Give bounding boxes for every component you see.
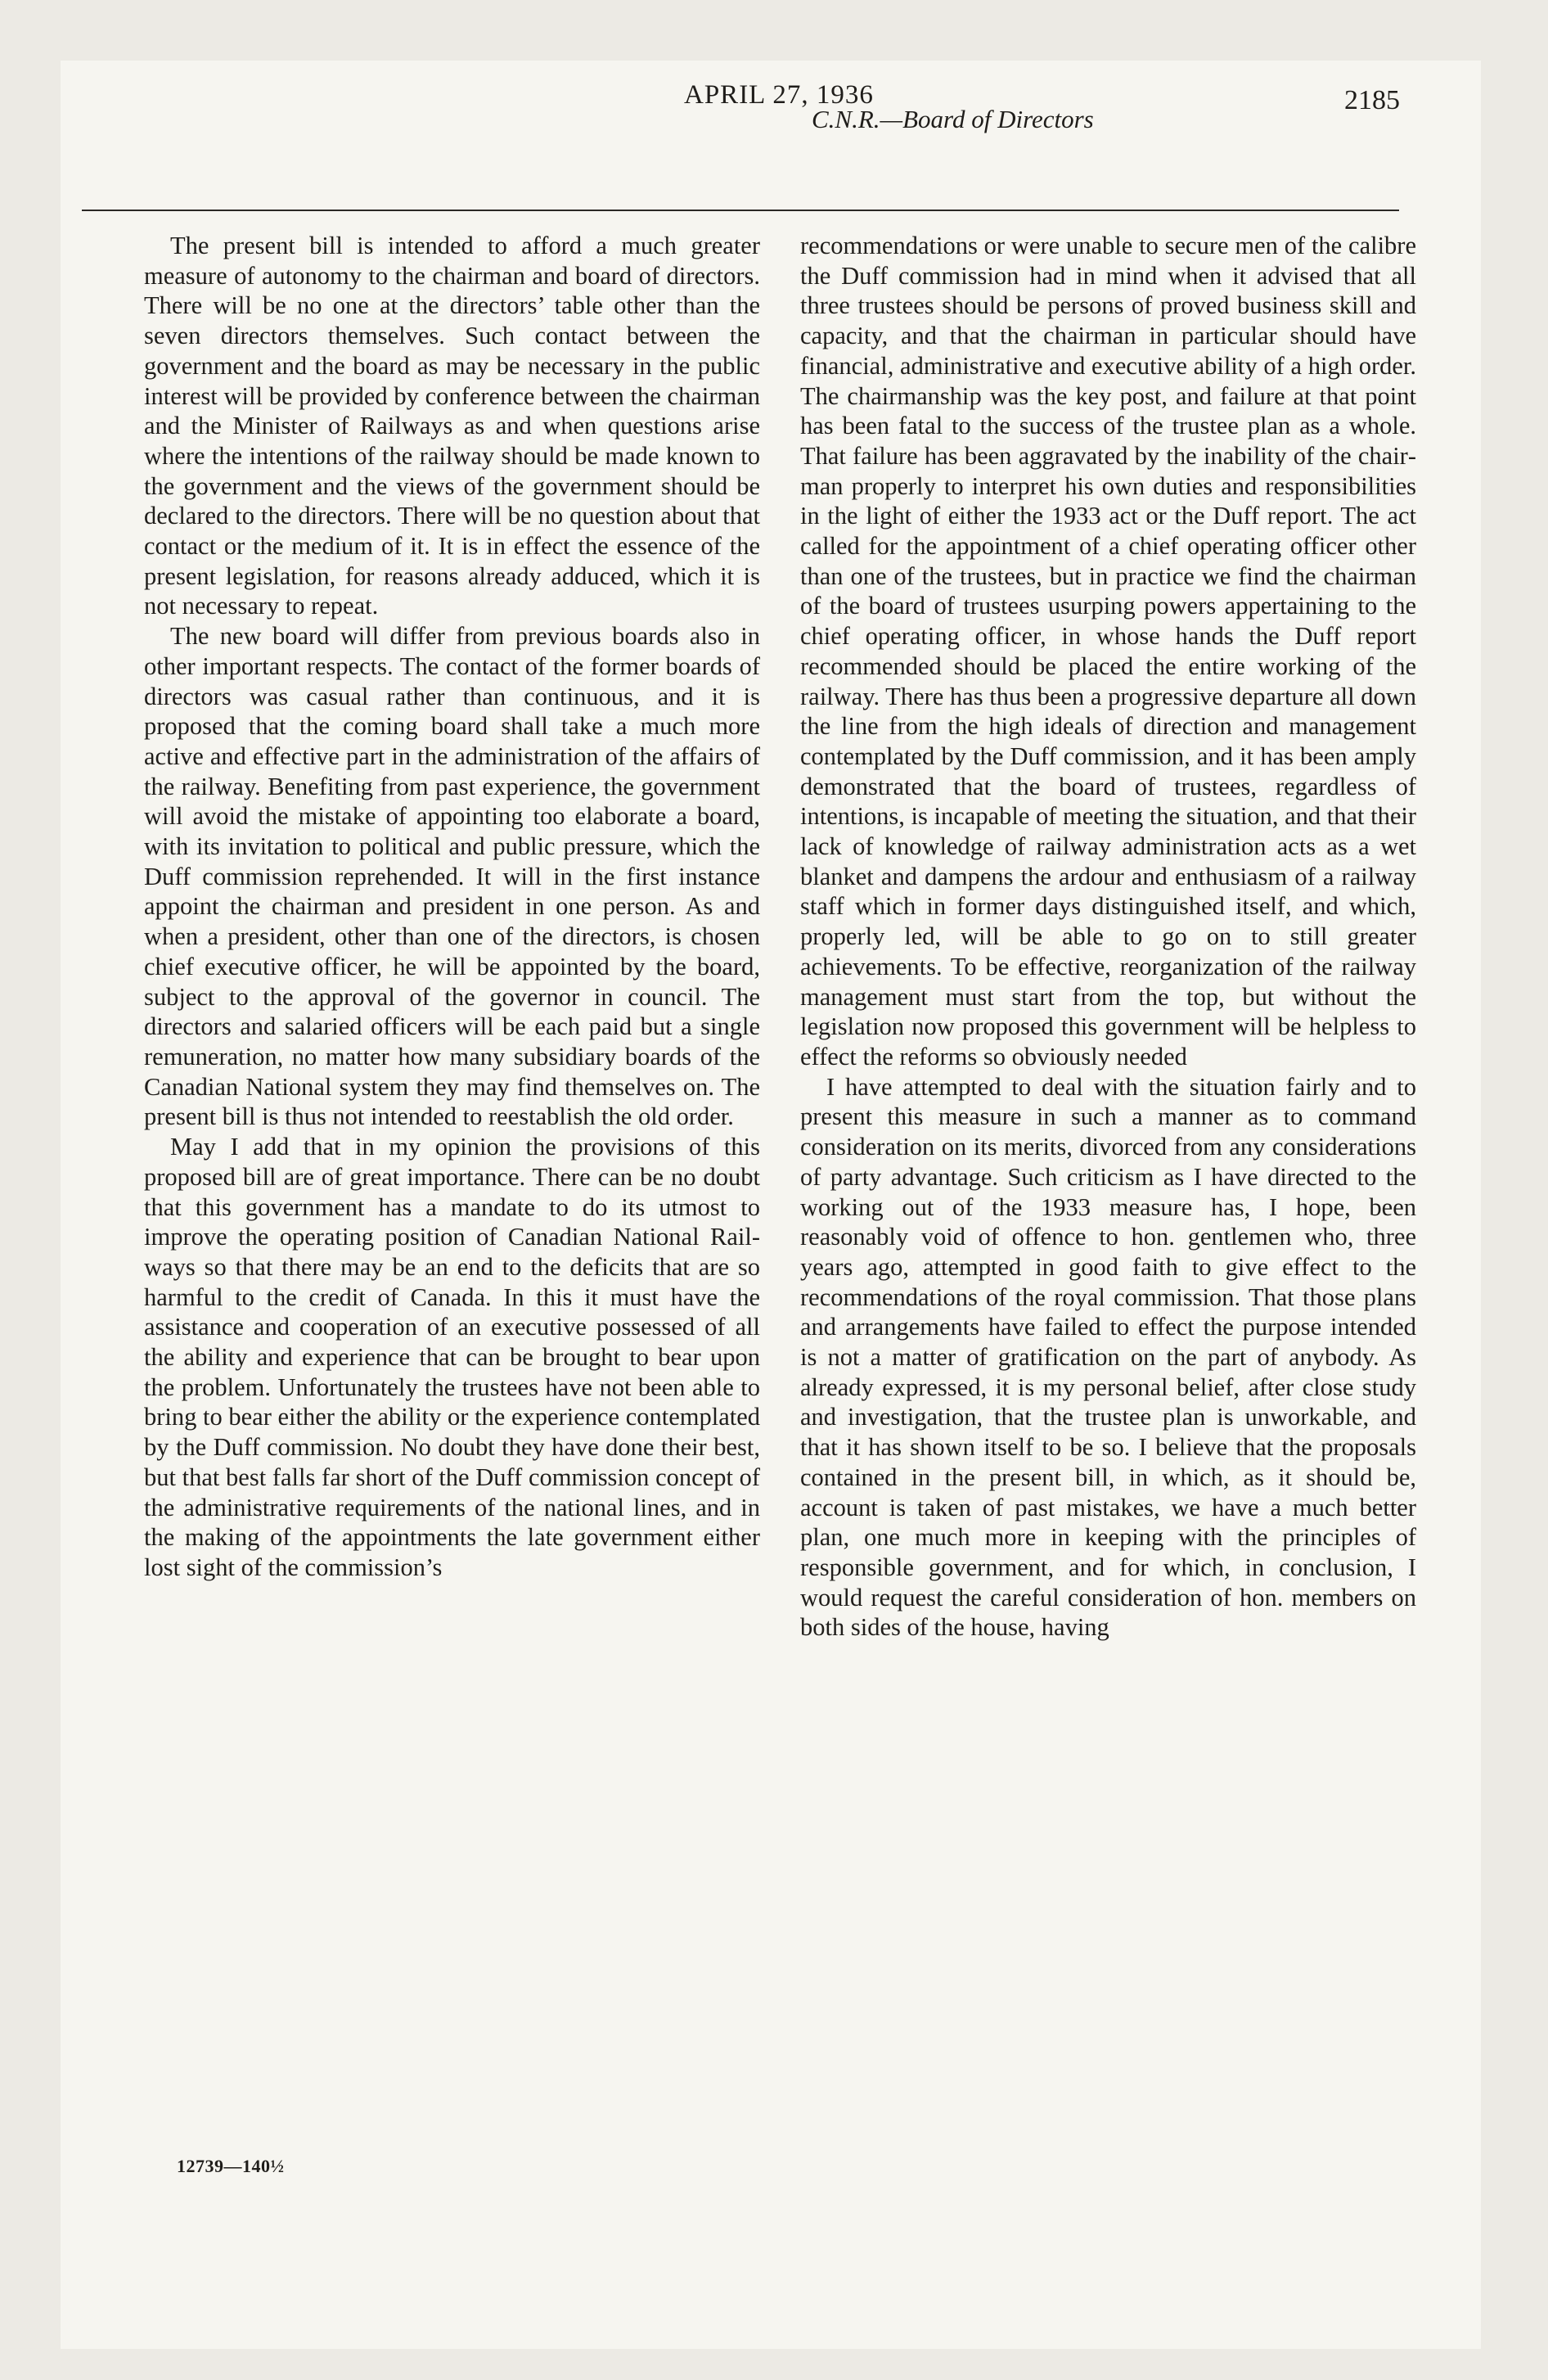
paragraph: I have attempted to deal with the situation fairly and to present this measure in such a manner as to command consideration on its merits, divorced from any considerations of party advantage. Such criticism as I have directed to the working out of the 1933 measure has, I hope, been reasonably void of offence to hon. gentlemen who, three years ago, attempted in good faith to give effect to the recommendations of the royal commission. That those plans and arrangements have failed to effect the purpose intended is not a matter of gratification on the part of anybody. As already expressed, it is my personal belief, after close study and investigation, that the trustee plan is unworkable, and that it has shown itself to be so. I believe that the proposals contained in the present bill, in which, as it should be, account is taken of past mistakes, we have a much better plan, one much more in keeping with the principles of responsible government, and for which, in conclusion, I would request the careful consideration of hon. members on both sides of the house, having	[800, 1072, 1416, 1642]
print-code: 12739—140½	[177, 2156, 285, 2176]
left-column	[144, 231, 760, 1583]
paragraph: May I add that in my opinion the provisions of this proposed bill are of great importance. There can be no doubt that this government has a mandate to do its utmost to improve the operating position of Canadian National Railways so that there may be an end to the deficits that are so harmful to the credit of Canada. In this it must have the assistance and cooperation of an executive possessed of all the ability and experience that can be brought to bear upon the problem. Unfortunately the trustees have not been able to bring to bear either the ability or the experience contemplated by the Duff commission. No doubt they have done their best, but that best falls far short of the Duff commission concept of the administrative requirements of the national lines, and in the making of the appointments the late government either lost sight of the commission’s	[144, 1133, 760, 1581]
page-header	[80, 80, 1400, 133]
header-rule	[82, 210, 1399, 211]
paragraph: The new board will differ from previous boards also in other important respects. The contact of the former boards of directors was casual rather than continuous, and it is proposed that the coming board shall take a much more active and effective part in the administration of the affairs of the railway. Benefiting from past experience, the government will avoid the mistake of appointing too elaborate a board, with its invitation to political and public pressure, which the Duff commission reprehended. It will in the first instance appoint the chairman and president in one person. As and when a president, other than one of the directors, is chosen chief executive officer, he will be appointed by the board, subject to the approval of the governor in council. The directors and salaried officers will be each paid but a single remuneration, no matter how many subsidiary boards of the Canadian National system they may find themselves on. The present bill is thus not intended to reestablish the old order.	[144, 622, 760, 1131]
running-head: C.N.R.—Board of Directors	[812, 105, 1094, 133]
paragraph: recommendations or were unable to secure men of the calibre the Duff commission had in mind when it advised that all three trustees should be persons of proved business skill and capacity, and that the chairman in particular should have financial, administrative and executive ability of a high order. The chairmanship was the key post, and failure at that point has been fatal to the success of the trustee plan as a whole. That failure has been aggravated by the inability of the chairman properly to interpret his own duties and responsibilities in the light of either the 1933 act or the Duff report. The act called for the appointment of a chief operating officer other than one of the trustees, but in practice we find the chairman of the board of trustees usurping powers appertaining to the chief operating officer, in whose hands the Duff report recommended should be placed the entire working of the railway. There has thus been a progressive departure all down the line from the high ideals of direction and management contemplated by the Duff commission, and it has been amply demonstrated that the board of trustees, regardless of intentions, is incapable of meeting the situation, and that their lack of knowledge of railway administration acts as a wet blanket and dampens the ardour and enthusiasm of a railway staff which in former days distinguished itself, and which, properly led, will be able to go on to still greater achievements. To be effective, reorganization of the railway management must start from the top, but without the legislation now proposed this government will be helpless to effect the reforms so obviously needed	[800, 232, 1416, 1071]
header-date: APRIL 27, 1936	[684, 80, 874, 110]
right-column	[800, 231, 1416, 1643]
paragraph: The present bill is intended to afford a much greater measure of autonomy to the chairman and board of directors. There will be no one at the directors’ table other than the seven directors themselves. Such contact between the government and the board as may be necessary in the public interest will be provided by conference between the chairman and the Minister of Railways as and when questions arise where the intentions of the railway should be made known to the government and the views of the government should be declared to the directors. There will be no question about that contact or the medium of it. It is in effect the essence of the present legislation, for reasons already adduced, which it is not necessary to repeat.	[144, 232, 760, 620]
page-number: 2185	[1344, 85, 1400, 115]
